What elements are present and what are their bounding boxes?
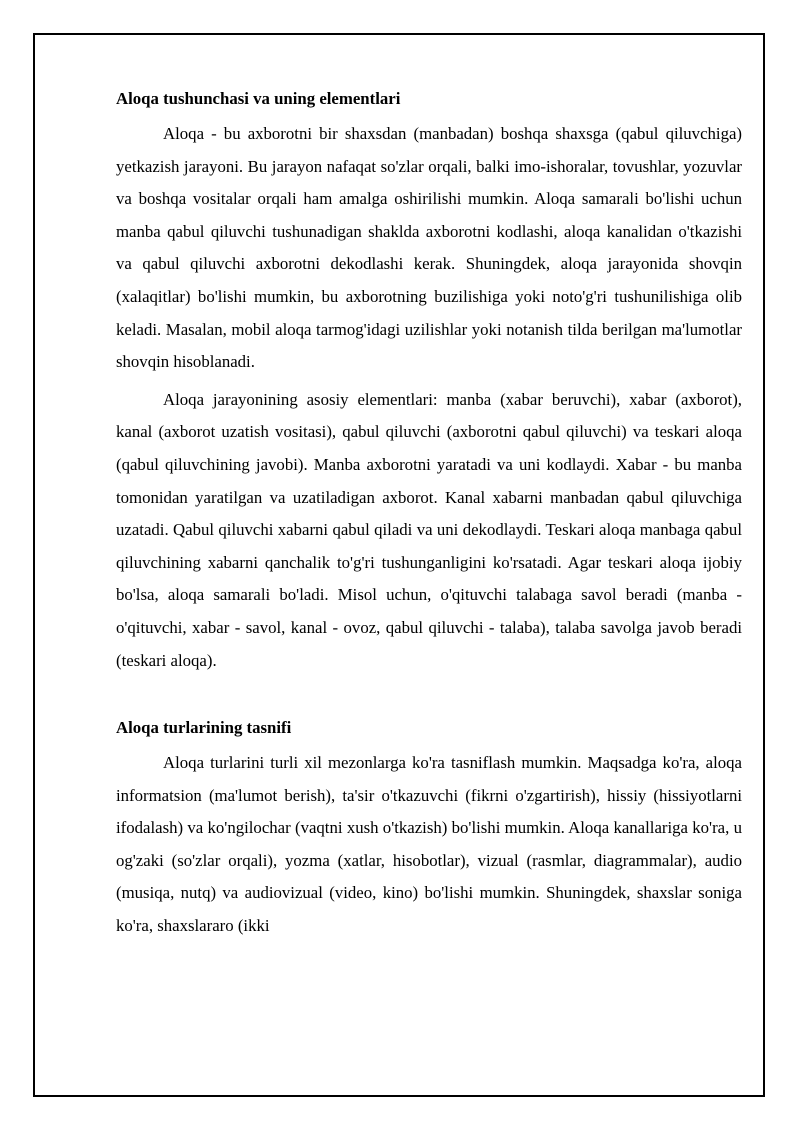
paragraph: Aloqa - bu axborotni bir shaxsdan (manbadan) boshqa shaxsga (qabul qiluvchiga) yetkazish jarayoni. Bu jarayon nafaqat so'zlar orqali, balki imo-ishoralar, tovushlar, yozuvlar va boshqa vositalar orqali ham amalga oshirilishi mumkin. Aloqa samarali bo'lishi uchun manba qabul qiluvchi tushunadigan shaklda axborotni kodlashi, aloqa kanalidan o'tkazishi va qabul qiluvchi axborotni dekodlashi kerak. Shuningdek, aloqa jarayonida shovqin (xalaqitlar) bo'lishi mumkin, bu axborotning buzilishiga yoki noto'g'ri tushunilishiga olib keladi. Masalan, mobil aloqa tarmog'idagi uzilishlar yoki notanish tilda berilgan ma'lumotlar shovqin hisoblanadi. <box>116 124 742 372</box>
paragraph: Aloqa jarayonining asosiy elementlari: manba (xabar beruvchi), xabar (axborot), kanal (axborot uzatish vositasi), qabul qiluvchi (axborotni qabul qiluvchi) va teskari aloqa (qabul qiluvchining javobi). Manba axborotni yaratadi va uni kodlaydi. Xabar - bu manba tomonidan yaratilgan va uzatiladigan axborot. Kanal xabarni manbadan qabul qiluvchiga uzatadi. Qabul qiluvchi xabarni qabul qiladi va uni dekodlaydi. Teskari aloqa manbaga qabul qiluvchining xabarni qanchalik to'g'ri tushunganligini ko'rsatadi. Agar teskari aloqa ijobiy bo'lsa, aloqa samarali bo'ladi. Misol uchun, o'qituvchi talabaga savol beradi (manba - o'qituvchi, xabar - savol, kanal - ovoz, qabul qiluvchi - talaba), talaba savolga javob beradi (teskari aloqa). <box>116 389 742 670</box>
document-body <box>116 86 742 943</box>
paragraph: Aloqa turlarini turli xil mezonlarga ko'ra tasniflash mumkin. Maqsadga ko'ra, aloqa informatsion (ma'lumot berish), ta'sir o'tkazuvchi (fikrni o'zgartirish), hissiy (hissiyotlarni ifodalash) va ko'ngilochar (vaqtni xush o'tkazish) bo'lishi mumkin. Aloqa kanallariga ko'ra, u og'zaki (so'zlar orqali), yozma (xatlar, hisobotlar), vizual (rasmlar, diagrammalar), audio (musiqa, nutq) va audiovizual (video, kino) bo'lishi mumkin. Shuningdek, shaxslar soniga ko'ra, shaxslararo (ikki <box>116 753 742 936</box>
section-heading: Aloqa turlarining tasnifi <box>116 718 292 738</box>
section-heading: Aloqa tushunchasi va uning elementlari <box>116 89 401 108</box>
